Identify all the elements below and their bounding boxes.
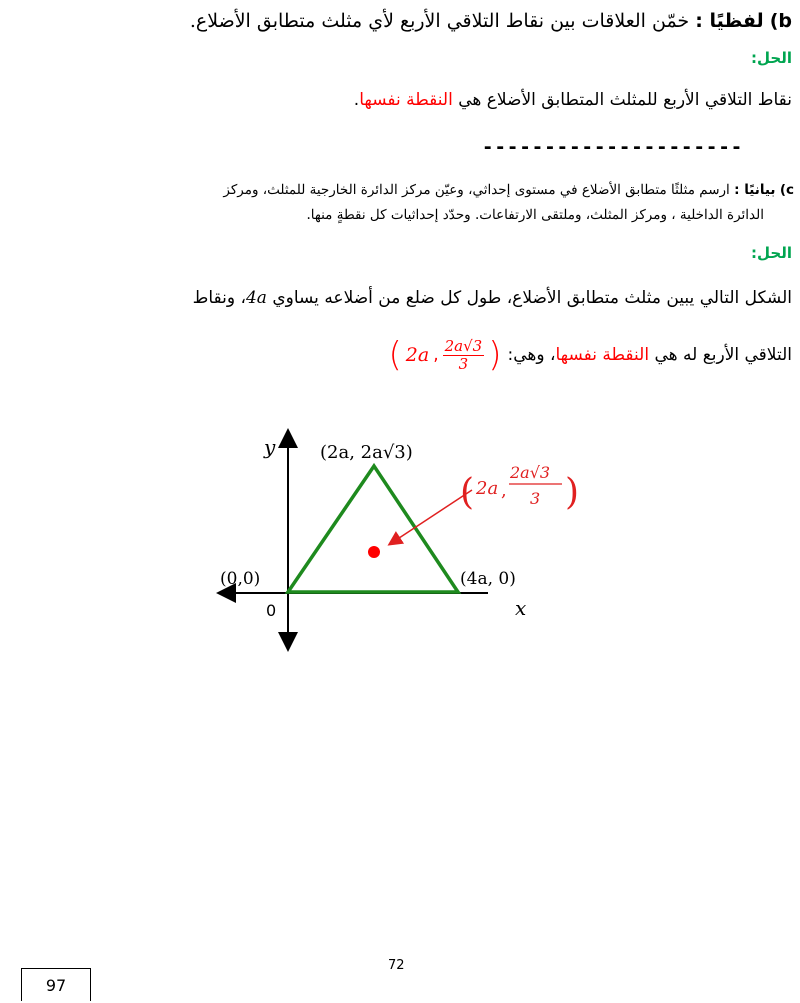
vertex-top-label: (2a, 2a√3)	[320, 442, 413, 463]
answer-2-line2-text: التلاقي الأربع له هي	[649, 345, 792, 365]
center-label-paren-right: )	[565, 472, 580, 513]
answer-1-text: نقاط التلاقي الأربع للمثلث المتطابق الأضلاع هي	[452, 90, 792, 110]
question-c-text-1: ارسم مثلثًا متطابق الأضلاع في مستوى إحداثي، وعيّن مركز الدائرة الخارجية للمثلث، ومركز	[223, 182, 730, 198]
vertex-origin-label: (0,0)	[220, 569, 261, 589]
answer-1-end: .	[353, 90, 360, 110]
concurrency-point: ( 2a , $\frac{2a√3}{3}$ )	[388, 335, 502, 375]
question-b-keyword: لفظيًا :	[695, 10, 764, 32]
question-c-line1	[223, 182, 794, 198]
center-label-paren-left: (	[460, 472, 475, 513]
question-b-label: b)	[769, 10, 792, 32]
center-label-comma: ,	[501, 480, 507, 501]
vertex-right-label: (4a, 0)	[460, 569, 516, 589]
question-c-line2: الدائرة الداخلية ، ومركز المثلث، وملتقى الارتفاعات. وحدّد إحداثيات كل نقطةٍ منها.	[306, 207, 764, 223]
point-x: 2a	[405, 344, 430, 366]
answer-1	[354, 90, 792, 110]
equilateral-triangle	[288, 466, 458, 592]
point-y-denominator: 3	[458, 354, 469, 373]
center-label-den: 3	[530, 489, 541, 508]
answer-2-line1-text: الشكل التالي يبين مثلث متطابق الأضلاع، طول كل ضلع من أضلاعه يساوي	[266, 288, 792, 308]
x-axis-label: x	[515, 596, 527, 620]
side-length: 4a	[245, 288, 267, 308]
answer-2-line2-after: ، وهي:	[507, 345, 556, 365]
answer-2-line1	[193, 288, 792, 308]
triangle-figure	[210, 420, 610, 660]
answer-2-highlight: النقطة نفسها	[555, 345, 650, 365]
question-c-keyword: بيانيًا :	[734, 182, 776, 198]
y-axis-label: y	[264, 435, 276, 459]
question-c-label: c)	[779, 182, 794, 198]
solution-label-1: الحل:	[751, 49, 792, 67]
center-point	[368, 546, 380, 558]
question-b	[190, 10, 792, 32]
box-page-number: 97	[21, 968, 91, 1001]
separator: ---------------------	[482, 136, 744, 158]
answer-2-line1-end: ، ونقاط	[192, 288, 246, 308]
question-b-text: خمّن العلاقات بين نقاط التلاقي الأربع لأي مثلث متطابق الأضلاع.	[189, 10, 690, 32]
page-number: 72	[388, 958, 405, 973]
center-label-x: 2a	[476, 478, 499, 499]
answer-2-line2	[388, 335, 792, 375]
answer-1-highlight: النقطة نفسها	[359, 90, 453, 110]
point-y-numerator: 2a√3	[444, 337, 483, 355]
center-label-num: 2a√3	[510, 463, 551, 482]
solution-label-2: الحل:	[751, 244, 792, 262]
origin-label: 0	[266, 601, 277, 620]
